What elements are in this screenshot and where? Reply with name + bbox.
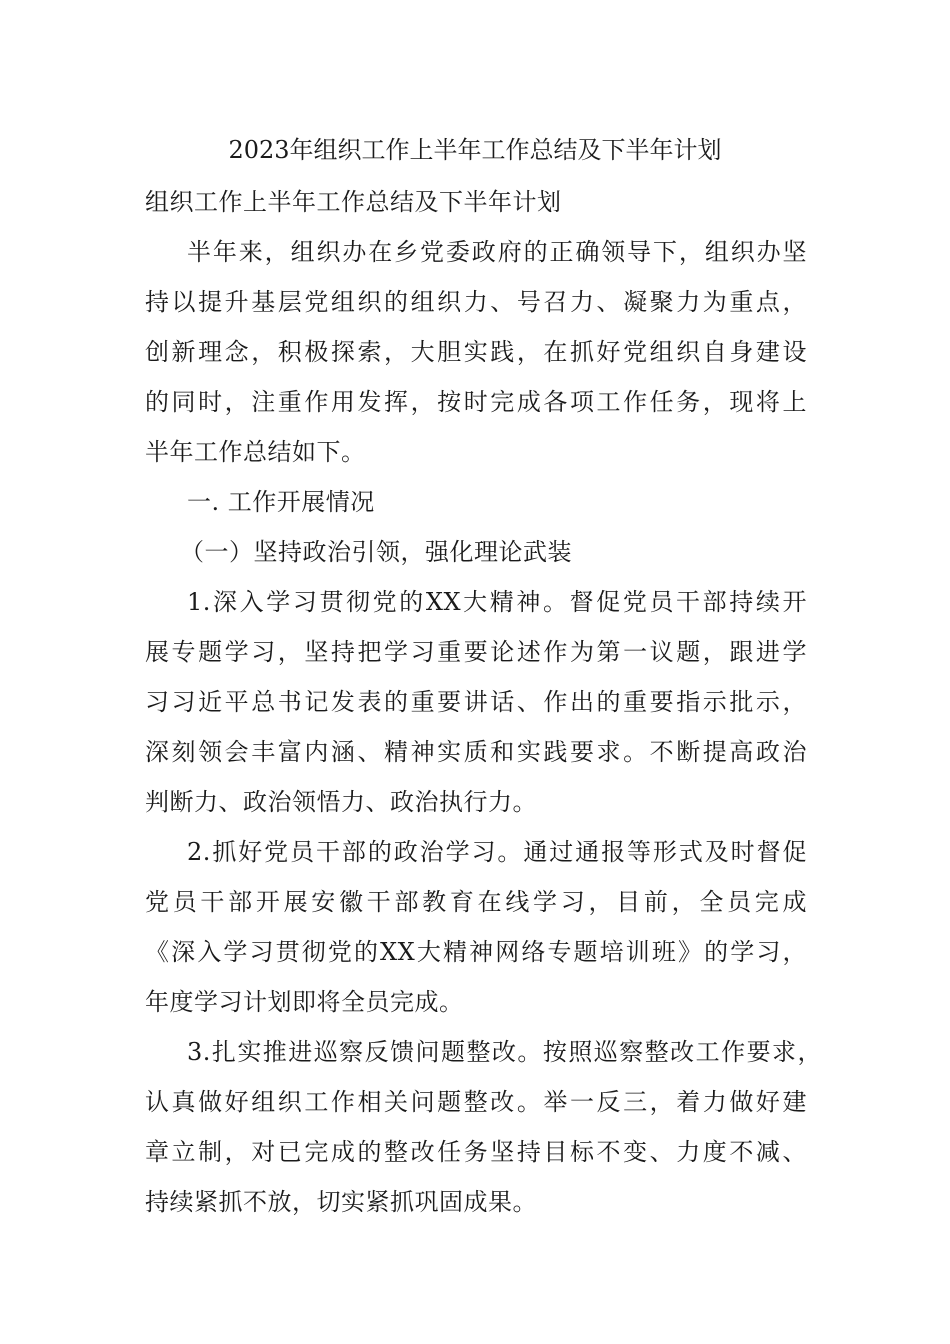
document-subtitle: 组织工作上半年工作总结及下半年计划 [145, 188, 562, 216]
paragraph-line: 1.深入学习贯彻党的XX大精神。督促党员干部持续开 [187, 588, 807, 616]
paragraph-line: 半年工作总结如下。 [145, 438, 366, 466]
paragraph-line: 展专题学习，坚持把学习重要论述作为第一议题，跟进学 [145, 638, 807, 666]
paragraph-line: 持续紧抓不放，切实紧抓巩固成果。 [145, 1188, 537, 1216]
paragraph-line: 章立制，对已完成的整改任务坚持目标不变、力度不减、 [145, 1138, 807, 1166]
paragraph-line: 3.扎实推进巡察反馈问题整改。按照巡察整改工作要求， [187, 1038, 822, 1066]
paragraph-line: 认真做好组织工作相关问题整改。举一反三，着力做好建 [145, 1088, 807, 1116]
paragraph-line: 半年来，组织办在乡党委政府的正确领导下，组织办坚 [187, 238, 807, 266]
subsection-heading: （一）坚持政治引领，强化理论武装 [180, 538, 572, 566]
paragraph-line: 党员干部开展安徽干部教育在线学习，目前，全员完成 [145, 888, 807, 916]
paragraph-line: 的同时，注重作用发挥，按时完成各项工作任务，现将上 [145, 388, 807, 416]
paragraph-line: 深刻领会丰富内涵、精神实质和实践要求。不断提高政治 [145, 738, 807, 766]
document-title: 2023年组织工作上半年工作总结及下半年计划 [228, 136, 722, 164]
paragraph-line: 习习近平总书记发表的重要讲话、作出的重要指示批示， [145, 688, 807, 716]
section-heading: 一. 工作开展情况 [187, 488, 375, 516]
paragraph-line: 持以提升基层党组织的组织力、号召力、凝聚力为重点， [145, 288, 807, 316]
paragraph-line: 年度学习计划即将全员完成。 [145, 988, 464, 1016]
paragraph-line: 2.抓好党员干部的政治学习。通过通报等形式及时督促 [187, 838, 807, 866]
paragraph-line: 创新理念，积极探索，大胆实践，在抓好党组织自身建设 [145, 338, 807, 366]
paragraph-line: 判断力、政治领悟力、政治执行力。 [145, 788, 537, 816]
paragraph-line: 《深入学习贯彻党的XX大精神网络专题培训班》的学习， [145, 938, 807, 966]
